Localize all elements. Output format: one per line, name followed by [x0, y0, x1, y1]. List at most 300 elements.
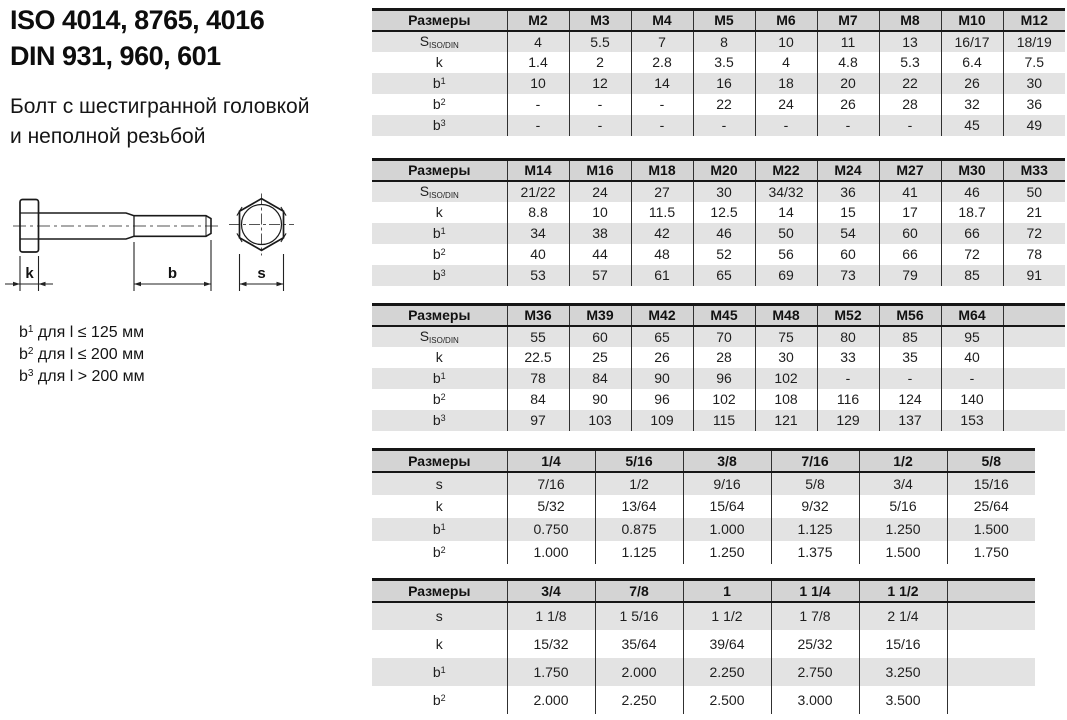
note-b1-base: b	[19, 324, 28, 341]
size-column-header: M10	[941, 10, 1003, 31]
value-cell: 2 1/4	[859, 602, 947, 630]
value-cell: 3.000	[771, 686, 859, 714]
table-row	[372, 94, 1065, 115]
value-cell: 48	[631, 244, 693, 265]
value-cell: 3.5	[693, 52, 755, 73]
value-cell: 4	[507, 31, 569, 52]
table-row	[372, 658, 1035, 686]
size-column-header: M14	[507, 160, 569, 181]
row-label: $S_{ISO/DIN}$	[372, 181, 507, 202]
table-metric-m14-m33	[372, 158, 1065, 286]
note-b3-base: b	[19, 368, 28, 385]
note-b2-sup: 2	[27, 346, 34, 357]
row-label: k	[372, 347, 507, 368]
dim-label-k: k	[25, 265, 34, 282]
row-label: $b^1$	[372, 518, 507, 541]
table-row	[372, 472, 1035, 495]
value-cell: 5/8	[771, 472, 859, 495]
value-cell: 32	[941, 94, 1003, 115]
table-inch-large	[372, 578, 1035, 714]
table-metric-m36-m64	[372, 303, 1065, 431]
value-cell: 85	[941, 265, 1003, 286]
value-cell: 84	[507, 389, 569, 410]
value-cell: 5/16	[859, 495, 947, 518]
row-label: $S_{ISO/DIN}$	[372, 326, 507, 347]
value-cell: 55	[507, 326, 569, 347]
table-row	[372, 686, 1035, 714]
value-cell: 90	[631, 368, 693, 389]
value-cell: 85	[879, 326, 941, 347]
value-cell: 1.750	[973, 544, 1009, 560]
value-cell: -	[507, 115, 569, 136]
value-cell: 15/32	[507, 630, 595, 658]
value-cell: -	[817, 115, 879, 136]
size-column-header: 1/4	[507, 450, 595, 472]
row-label: $b^2$	[372, 686, 507, 714]
size-column-header: M39	[569, 305, 631, 326]
inch-table-quarter-to-fiveeighths	[372, 448, 1035, 564]
size-column-header: M48	[755, 305, 817, 326]
table-header-row	[372, 450, 1035, 472]
value-cell: 44	[569, 244, 631, 265]
value-cell: 3.500	[859, 686, 947, 714]
table-row	[372, 265, 1065, 286]
value-cell: -	[569, 94, 631, 115]
size-column-header: M56	[879, 305, 941, 326]
value-cell: -	[879, 368, 941, 389]
value-cell: 1.375	[771, 541, 859, 564]
value-cell: 2.250	[595, 686, 683, 714]
row-label: $b^3$	[372, 410, 507, 431]
value-cell: 25/64	[973, 498, 1009, 514]
size-column-header: 3/8	[683, 450, 771, 472]
row-label-header: Размеры	[372, 305, 507, 326]
value-cell	[947, 630, 1035, 658]
value-cell: 42	[631, 223, 693, 244]
table-row	[372, 630, 1035, 658]
table-header-row	[372, 160, 1065, 181]
value-cell: 1.250	[683, 541, 771, 564]
value-cell: 1.000	[683, 518, 771, 541]
value-cell: 75	[755, 326, 817, 347]
row-label: k	[372, 630, 507, 658]
value-cell: 2	[569, 52, 631, 73]
value-cell: 24	[569, 181, 631, 202]
note-b3-sup: 3	[27, 368, 34, 379]
value-cell	[947, 658, 1035, 686]
note-b2-base: b	[19, 346, 28, 363]
value-cell: 66	[941, 223, 1003, 244]
value-cell: 0.875	[595, 518, 683, 541]
table-row	[372, 410, 1065, 431]
metric-table-m14-m33	[372, 158, 1065, 286]
value-cell: 15/16	[859, 630, 947, 658]
description-line-2: и неполной резьбой	[10, 125, 206, 148]
row-label: $b^3$	[372, 265, 507, 286]
value-cell: -	[569, 115, 631, 136]
table-row	[372, 115, 1065, 136]
row-label: k	[372, 202, 507, 223]
table-row	[372, 518, 1035, 541]
size-column-header: M20	[693, 160, 755, 181]
value-cell: 18.7	[941, 202, 1003, 223]
value-cell: 10	[755, 31, 817, 52]
value-cell: 4.8	[817, 52, 879, 73]
size-column-header: M12	[1003, 10, 1065, 31]
value-cell: 72	[941, 244, 1003, 265]
value-cell	[1003, 347, 1065, 368]
value-cell: 7/16	[507, 472, 595, 495]
value-cell: 16	[693, 73, 755, 94]
row-label: $S_{ISO/DIN}$	[372, 31, 507, 52]
row-label-header: Размеры	[372, 160, 507, 181]
value-cell: 73	[817, 265, 879, 286]
value-cell: 78	[507, 368, 569, 389]
value-cell: 72	[1003, 223, 1065, 244]
value-cell: 14	[755, 202, 817, 223]
value-cell	[1003, 326, 1065, 347]
value-cell: 20	[817, 73, 879, 94]
size-column-header: M8	[879, 10, 941, 31]
value-cell: 12	[569, 73, 631, 94]
note-b1-sup: 1	[27, 324, 34, 335]
value-cell: 54	[817, 223, 879, 244]
value-cell: 15	[817, 202, 879, 223]
row-label: k	[372, 52, 507, 73]
value-cell: 8	[693, 31, 755, 52]
value-cell: 16/17	[941, 31, 1003, 52]
value-cell: 102	[693, 389, 755, 410]
table-row	[372, 495, 1035, 518]
value-cell: 11	[817, 31, 879, 52]
value-cell: 129	[817, 410, 879, 431]
size-column-header: M2	[507, 10, 569, 31]
value-cell: 1.125	[771, 518, 859, 541]
value-cell: 41	[879, 181, 941, 202]
size-column-header: 1	[683, 580, 771, 602]
row-label: $b^3$	[372, 115, 507, 136]
size-column-header: M16	[569, 160, 631, 181]
size-column-header: M27	[879, 160, 941, 181]
value-cell: 21	[1026, 204, 1043, 220]
size-column-header: M6	[755, 10, 817, 31]
size-column-header: M3	[569, 10, 631, 31]
value-cell: 53	[507, 265, 569, 286]
value-cell: 60	[879, 223, 941, 244]
size-column-header: 7/16	[771, 450, 859, 472]
value-cell: 121	[755, 410, 817, 431]
size-column-header: 5/16	[595, 450, 683, 472]
row-label-header: Размеры	[372, 450, 507, 472]
value-cell: 84	[569, 368, 631, 389]
value-cell: -	[693, 115, 755, 136]
value-cell: 137	[879, 410, 941, 431]
value-cell: 1 5/16	[595, 602, 683, 630]
value-cell: 34/32	[755, 181, 817, 202]
value-cell: 35/64	[595, 630, 683, 658]
note-b2-text: для l ≤ 200 мм	[33, 346, 145, 363]
value-cell: 90	[569, 389, 631, 410]
metric-table-m36-m64	[372, 303, 1065, 431]
value-cell: 103	[569, 410, 631, 431]
value-cell: 66	[879, 244, 941, 265]
value-cell: 13/64	[595, 495, 683, 518]
value-cell: 7.5	[1024, 54, 1044, 70]
value-cell: 96	[693, 368, 755, 389]
size-column-header: 3/4	[507, 580, 595, 602]
value-cell: 5/32	[507, 495, 595, 518]
note-b3-text: для l > 200 мм	[33, 368, 145, 385]
din-standards-line: DIN 931, 960, 601	[10, 41, 221, 71]
value-cell: 30	[755, 347, 817, 368]
value-cell: 1/2	[595, 472, 683, 495]
size-column-header: M33	[1003, 160, 1065, 181]
value-cell: 46	[941, 181, 1003, 202]
size-column-header: M45	[693, 305, 755, 326]
value-cell: 6.4	[941, 52, 1003, 73]
value-cell: 1 7/8	[771, 602, 859, 630]
value-cell: 1 1/8	[507, 602, 595, 630]
table-row	[372, 368, 1065, 389]
value-cell: 1.4	[507, 52, 569, 73]
size-column-header: M64	[941, 305, 1003, 326]
row-label: k	[372, 495, 507, 518]
row-label: $b^1$	[372, 223, 507, 244]
table-row	[372, 602, 1035, 630]
value-cell: 60	[569, 326, 631, 347]
table-header-row	[372, 580, 1035, 602]
value-cell: 33	[817, 347, 879, 368]
value-cell: 79	[879, 265, 941, 286]
size-column-header: M5	[693, 10, 755, 31]
size-column-header: 1 1/2	[859, 580, 947, 602]
value-cell: 1.250	[859, 518, 947, 541]
value-cell: -	[817, 368, 879, 389]
value-cell: 7	[631, 31, 693, 52]
value-cell: 108	[755, 389, 817, 410]
table-row	[372, 223, 1065, 244]
table-row	[372, 52, 1065, 73]
value-cell: -	[879, 115, 941, 136]
value-cell: -	[755, 115, 817, 136]
size-column-header: M22	[755, 160, 817, 181]
value-cell: 36	[817, 181, 879, 202]
row-label: $b^1$	[372, 658, 507, 686]
value-cell: 1 1/2	[683, 602, 771, 630]
row-label-header: Размеры	[372, 580, 507, 602]
table-row	[372, 31, 1065, 52]
table-row	[372, 389, 1065, 410]
size-column-header: M24	[817, 160, 879, 181]
value-cell: 27	[631, 181, 693, 202]
table-row	[372, 541, 1035, 564]
table-row	[372, 202, 1065, 223]
value-cell: -	[507, 94, 569, 115]
value-cell: 95	[941, 326, 1003, 347]
value-cell: 15/64	[683, 495, 771, 518]
value-cell: 26	[817, 94, 879, 115]
table-inch-small	[372, 448, 1035, 564]
size-column-header: M42	[631, 305, 693, 326]
size-column-header: M7	[817, 10, 879, 31]
value-cell: 13	[879, 31, 941, 52]
value-cell: 30	[693, 181, 755, 202]
table-row	[372, 181, 1065, 202]
value-cell: 56	[755, 244, 817, 265]
value-cell: 25	[569, 347, 631, 368]
value-cell: 109	[631, 410, 693, 431]
value-cell: 18	[755, 73, 817, 94]
value-cell: 8.8	[507, 202, 569, 223]
value-cell: 50	[755, 223, 817, 244]
value-cell: 14	[631, 73, 693, 94]
value-cell: 5.3	[879, 52, 941, 73]
value-cell: 26	[941, 73, 1003, 94]
table-row	[372, 347, 1065, 368]
value-cell: 96	[631, 389, 693, 410]
value-cell: 116	[817, 389, 879, 410]
value-cell	[947, 602, 1035, 630]
value-cell: 69	[755, 265, 817, 286]
value-cell: 15/16	[947, 472, 1035, 495]
value-cell: 3.250	[859, 658, 947, 686]
value-cell: 11.5	[631, 202, 693, 223]
table-header-row	[372, 305, 1065, 326]
value-cell: 45	[941, 115, 1003, 136]
note-b1-text: для l ≤ 125 мм	[33, 324, 145, 341]
size-column-header: M4	[631, 10, 693, 31]
value-cell: 57	[569, 265, 631, 286]
size-column-header: M18	[631, 160, 693, 181]
value-cell: 60	[817, 244, 879, 265]
row-label: $b^2$	[372, 541, 507, 564]
value-cell: 12.5	[693, 202, 755, 223]
value-cell: 10	[507, 73, 569, 94]
value-cell: 2.000	[595, 658, 683, 686]
value-cell: 1.125	[595, 541, 683, 564]
value-cell: 1.500	[859, 541, 947, 564]
value-cell: 140	[941, 389, 1003, 410]
value-cell: 25/32	[771, 630, 859, 658]
metric-table-m2-m12	[372, 8, 1065, 136]
table-row	[372, 73, 1065, 94]
value-cell: 91	[1003, 265, 1065, 286]
size-column-header: M36	[507, 305, 569, 326]
dim-label-s: s	[257, 265, 266, 282]
table-header-row	[372, 10, 1065, 31]
value-cell: 4	[755, 52, 817, 73]
value-cell: 78	[1026, 246, 1043, 262]
value-cell: 0.750	[507, 518, 595, 541]
value-cell: 97	[507, 410, 569, 431]
value-cell: 36	[1026, 96, 1043, 112]
value-cell	[1003, 389, 1065, 410]
value-cell: 21/22	[507, 181, 569, 202]
value-cell: 115	[693, 410, 755, 431]
value-cell: -	[631, 94, 693, 115]
size-column-header: 5/8	[947, 450, 1035, 472]
value-cell: 3/4	[859, 472, 947, 495]
value-cell: 1.500	[947, 518, 1035, 541]
dim-label-b: b	[167, 265, 178, 282]
value-cell: 34	[507, 223, 569, 244]
value-cell: 26	[631, 347, 693, 368]
value-cell: 49	[1003, 115, 1065, 136]
value-cell: 50	[1003, 181, 1065, 202]
row-label-header: Размеры	[372, 10, 507, 31]
size-column-header: M30	[941, 160, 1003, 181]
value-cell: 46	[693, 223, 755, 244]
size-column-header: 1/2	[859, 450, 947, 472]
value-cell: 2.000	[507, 686, 595, 714]
value-cell: 40	[941, 347, 1003, 368]
value-cell: 22	[879, 73, 941, 94]
value-cell: 28	[879, 94, 941, 115]
value-cell: 1.000	[507, 541, 595, 564]
row-label: $b^2$	[372, 94, 507, 115]
inch-table-threequarters-to-oneandhalf	[372, 578, 1035, 714]
value-cell: 80	[817, 326, 879, 347]
description-line-1: Болт с шестигранной головкой	[10, 95, 310, 118]
value-cell	[1003, 368, 1065, 389]
value-cell: 17	[879, 202, 941, 223]
value-cell	[947, 686, 1035, 714]
value-cell: 18/19	[1003, 31, 1065, 52]
value-cell: 39/64	[683, 630, 771, 658]
row-label: $b^2$	[372, 389, 507, 410]
value-cell: 2.8	[631, 52, 693, 73]
value-cell: 38	[569, 223, 631, 244]
value-cell	[1003, 410, 1065, 431]
value-cell: 124	[879, 389, 941, 410]
row-label: $b^2$	[372, 244, 507, 265]
value-cell: -	[941, 368, 1003, 389]
value-cell: 2.250	[683, 658, 771, 686]
value-cell: 30	[1003, 73, 1065, 94]
row-label: $b^1$	[372, 73, 507, 94]
row-label: s	[372, 602, 507, 630]
row-label: $b^1$	[372, 368, 507, 389]
value-cell: 5.5	[569, 31, 631, 52]
value-cell: 2.500	[683, 686, 771, 714]
table-row	[372, 244, 1065, 265]
value-cell: 153	[941, 410, 1003, 431]
value-cell: 40	[507, 244, 569, 265]
value-cell: -	[631, 115, 693, 136]
size-column-header: M52	[817, 305, 879, 326]
value-cell: 24	[755, 94, 817, 115]
value-cell: 9/16	[683, 472, 771, 495]
size-column-header: 1 1/4	[771, 580, 859, 602]
value-cell: 65	[693, 265, 755, 286]
value-cell: 65	[631, 326, 693, 347]
row-label: s	[372, 472, 507, 495]
value-cell: 52	[693, 244, 755, 265]
value-cell: 22.5	[507, 347, 569, 368]
value-cell: 2.750	[771, 658, 859, 686]
value-cell: 28	[693, 347, 755, 368]
table-row	[372, 326, 1065, 347]
empty-column-header	[947, 580, 1035, 602]
value-cell: 10	[569, 202, 631, 223]
value-cell: 102	[755, 368, 817, 389]
table-metric-m2-m12	[372, 8, 1065, 136]
iso-standards-line: ISO 4014, 8765, 4016	[10, 5, 265, 35]
value-cell: 1.750	[507, 658, 595, 686]
value-cell: 61	[631, 265, 693, 286]
value-cell: 35	[879, 347, 941, 368]
value-cell: 9/32	[771, 495, 859, 518]
